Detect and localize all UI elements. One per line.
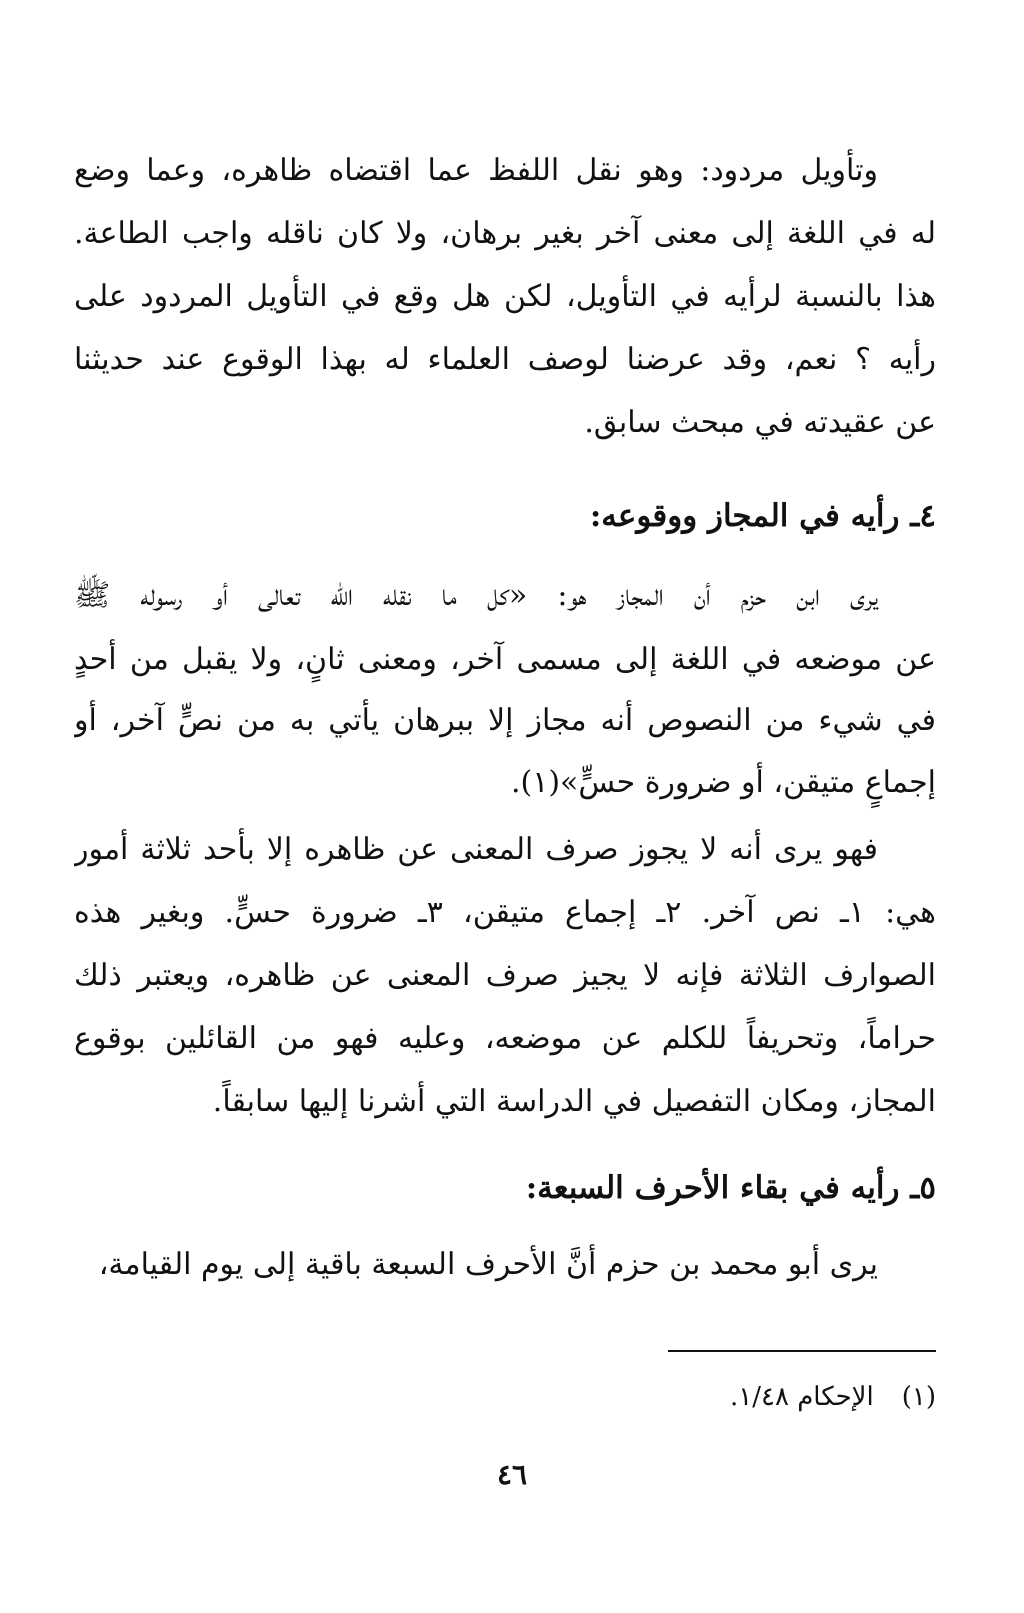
- body-line: يرى ابن حزم أن المجاز هو: «كل ما نقله الله تعالى أو رسوله ﷺ: [74, 578, 878, 613]
- body-line: فهو يرى أنه لا يجوز صرف المعنى عن ظاهره إلا بأحد ثلاثة أمور: [74, 832, 878, 867]
- section-heading: ٤ـ رأيه في المجاز ووقوعه:: [589, 498, 936, 534]
- body-line: المجاز، ومكان التفصيل في الدراسة التي أشرنا إليها سابقاً.: [212, 1084, 936, 1119]
- body-line: رأيه ؟ نعم، وقد عرضنا لوصف العلماء له بهذا الوقوع عند حديثنا: [74, 342, 936, 377]
- body-line: هذا بالنسبة لرأيه في التأويل، لكن هل وقع في التأويل المردود على: [74, 279, 936, 314]
- footnote-text: الإحكام ١/٤٨.: [730, 1382, 874, 1412]
- body-line: وتأويل مردود: وهو نقل اللفظ عما اقتضاه ظاهره، وعما وضع: [74, 153, 878, 188]
- body-line: يرى أبو محمد بن حزم أنَّ الأحرف السبعة باقية إلى يوم القيامة،: [98, 1247, 878, 1282]
- body-line: في شيء من النصوص أنه مجاز إلا ببرهان يأتي به من نصٍّ آخر، أو: [74, 703, 936, 738]
- section-heading: ٥ـ رأيه في بقاء الأحرف السبعة:: [525, 1170, 936, 1206]
- footnote-number: (١): [901, 1382, 936, 1412]
- body-line: له في اللغة إلى معنى آخر بغير برهان، ولا كان ناقله واجب الطاعة.: [74, 216, 936, 251]
- footnote-divider: [668, 1350, 936, 1352]
- body-line: حراماً، وتحريفاً للكلم عن موضعه، وعليه فهو من القائلين بوقوع: [74, 1021, 936, 1056]
- body-line: إجماعٍ متيقن، أو ضرورة حسٍّ»(١).: [510, 765, 936, 800]
- body-line: الصوارف الثلاثة فإنه لا يجيز صرف المعنى عن ظاهره، ويعتبر ذلك: [74, 958, 936, 993]
- body-line: عن موضعه في اللغة إلى مسمى آخر، ومعنى ثانٍ، ولا يقبل من أحدٍ: [74, 642, 936, 677]
- body-line: هي: ١ـ نص آخر. ٢ـ إجماع متيقن، ٣ـ ضرورة حسٍّ. وبغير هذه: [74, 895, 936, 930]
- body-line: عن عقيدته في مبحث سابق.: [584, 405, 936, 440]
- page-number: ٤٦: [496, 1458, 528, 1491]
- footnote: [336, 1375, 936, 1419]
